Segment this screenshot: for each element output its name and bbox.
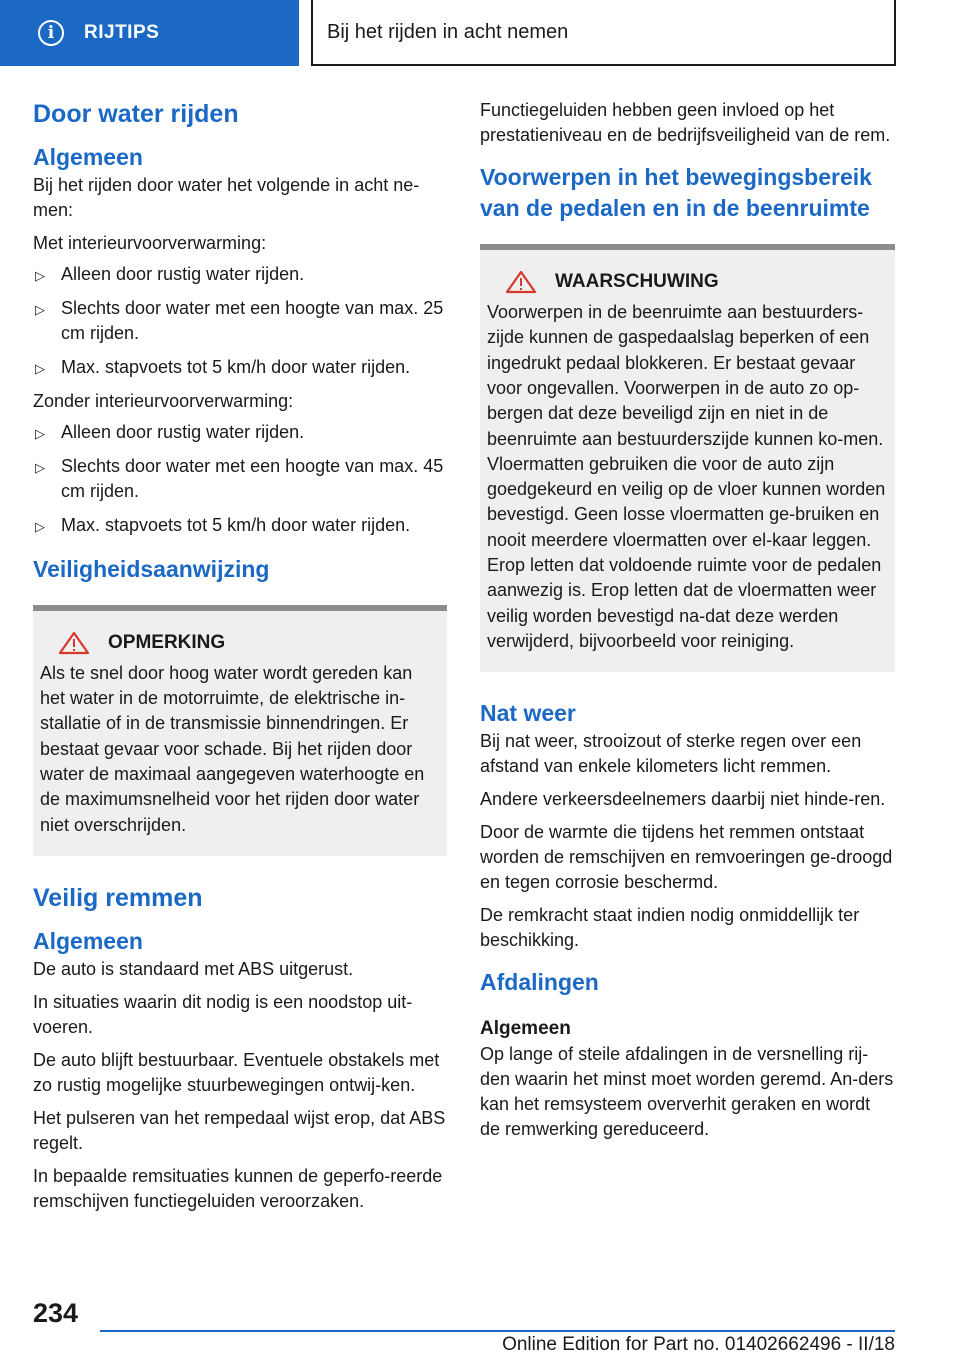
paragraph-afdalingen: Op lange of steile afdalingen in de versnelling rij-den waarin het minst moet worden geremd. An-ders kan het remsysteem oververhit geraken en wordt de remwerking gereduceerd. xyxy=(480,1043,894,1139)
triangle-bullet-icon: ▷ xyxy=(35,267,45,283)
triangle-bullet-icon: ▷ xyxy=(35,518,45,534)
triangle-bullet-icon: ▷ xyxy=(35,301,45,317)
paragraph-nat-3: Door de warmte die tijdens het remmen ontstaat worden de remschijven en remvoeringen ge-droogd en tegen corrosie beschermd. xyxy=(480,822,893,893)
note-text: Als te snel door hoog water wordt gereden kan het water in de motorruimte, de elektrische in-stallatie of in de transmissie binnendringen. Er bestaat gevaar voor schade. Bij het rijden door water de maximaal aangegeven waterhoogte en de maximumsnelheid voor het rijden door water niet overschrijden. xyxy=(40,662,425,835)
heading-algemeen: Algemeen xyxy=(480,1018,571,1040)
warning-triangle-icon xyxy=(58,631,90,655)
heading-algemeen: Algemeen xyxy=(33,143,143,170)
triangle-bullet-icon: ▷ xyxy=(35,459,45,475)
triangle-bullet-icon: ▷ xyxy=(35,425,45,441)
list-item: ▷ Max. stapvoets tot 5 km/h door water rijden. xyxy=(33,355,447,380)
page-header xyxy=(0,0,960,66)
warning-box xyxy=(480,244,895,672)
warning-text: Voorwerpen in de beenruimte aan bestuurders-zijde kunnen de gaspedaalslag beperken of een ingedrukt pedaal blokkeren. Er bestaat gevaar voor ongevallen. Voorwerpen in de auto zo op-bergen dat deze beveiligd zijn en niet in de beenruimte aan bestuurderszijde kunnen ko-men. Vloermatten gebruiken die voor de auto zijn goedgekeurd en veilig op de vloer kunnen worden bevestigd. Geen losse vloermatten ge-bruiken en nooit meerdere vloermatten over el-kaar leggen. Erop letten dat voldoende ruimte voor de pedalen aanwezig is. Erop letten dat de vloermatten weer veilig worden bevestigd na-dat deze werden verwijderd, bijvoorbeeld voor reiniging. xyxy=(487,302,886,651)
note-box xyxy=(33,605,447,856)
paragraph-nat-4: De remkracht staat indien nodig onmiddellijk ter beschikking. xyxy=(480,905,860,951)
info-icon: i xyxy=(38,20,64,46)
section-tab[interactable] xyxy=(0,0,299,66)
heading-veilig-remmen: Veilig remmen xyxy=(33,883,203,912)
heading-nat-weer: Nat weer xyxy=(480,700,576,727)
right-column xyxy=(480,98,895,1150)
left-column xyxy=(33,98,447,1222)
heading-afdalingen: Afdalingen xyxy=(480,969,599,996)
list-item: ▷ Max. stapvoets tot 5 km/h door water rijden. xyxy=(33,513,447,538)
note-title: OPMERKING xyxy=(108,631,226,653)
paragraph-pulseren: Het pulseren van het rempedaal wijst erop, dat ABS regelt. xyxy=(33,1107,446,1153)
paragraph-functiegeluiden: Functiegeluiden hebben geen invloed op het prestatieniveau en de bedrijfsveiligheid van de rem. xyxy=(480,100,891,145)
list-item: ▷ Alleen door rustig water rijden. xyxy=(33,420,447,445)
page-number: 234 xyxy=(33,1298,79,1328)
section-label: RIJTIPS xyxy=(84,22,160,43)
paragraph-nat-1: Bij nat weer, strooizout of sterke regen over een afstand van enkele kilometers licht remmen. xyxy=(480,731,862,777)
paragraph-abs: De auto is standaard met ABS uitgerust. xyxy=(33,958,354,979)
bullet-list-zonder xyxy=(33,420,447,538)
warning-triangle-icon xyxy=(505,270,537,294)
heading-algemeen: Algemeen xyxy=(33,927,143,954)
warning-title: WAARSCHUWING xyxy=(555,271,719,293)
heading-door-water-rijden: Door water rijden xyxy=(33,100,239,128)
heading-voorwerpen: Voorwerpen in het bewegingsbereik van de pedalen en in de beenruimte xyxy=(480,164,872,222)
list-item: ▷ Alleen door rustig water rijden. xyxy=(33,262,447,287)
footer-divider xyxy=(100,1330,895,1332)
paragraph-zonder: Zonder interieurvoorverwarming: xyxy=(33,390,294,411)
paragraph-intro: Bij het rijden door water het volgende in acht ne-men: xyxy=(33,174,420,220)
triangle-bullet-icon: ▷ xyxy=(35,360,45,376)
edition-note: Online Edition for Part no. 01402662496 - II/18 xyxy=(502,1334,895,1355)
paragraph-met: Met interieurvoorverwarming: xyxy=(33,232,267,253)
paragraph-situaties: In situaties waarin dit nodig is een noodstop uit-voeren. xyxy=(33,991,413,1037)
heading-veiligheidsaanwijzing: Veiligheidsaanwijzing xyxy=(33,555,270,582)
list-item: ▷ Slechts door water met een hoogte van max. 25 cm rijden. xyxy=(35,297,444,343)
list-item: ▷ Slechts door water met een hoogte van max. 45 cm rijden. xyxy=(35,455,444,501)
page-title: Bij het rijden in acht nemen xyxy=(311,0,896,66)
paragraph-nat-2: Andere verkeersdeelnemers daarbij niet hinde-ren. xyxy=(480,789,886,810)
bullet-list-met xyxy=(33,262,447,380)
paragraph-bepaalde: In bepaalde remsituaties kunnen de geperfo-reerde remschijven functiegeluiden veroorzaken. xyxy=(33,1165,443,1211)
paragraph-bestuurbaar: De auto blijft bestuurbaar. Eventuele obstakels met zo rustig mogelijke stuurbewegingen ontwij-ken. xyxy=(33,1049,440,1095)
